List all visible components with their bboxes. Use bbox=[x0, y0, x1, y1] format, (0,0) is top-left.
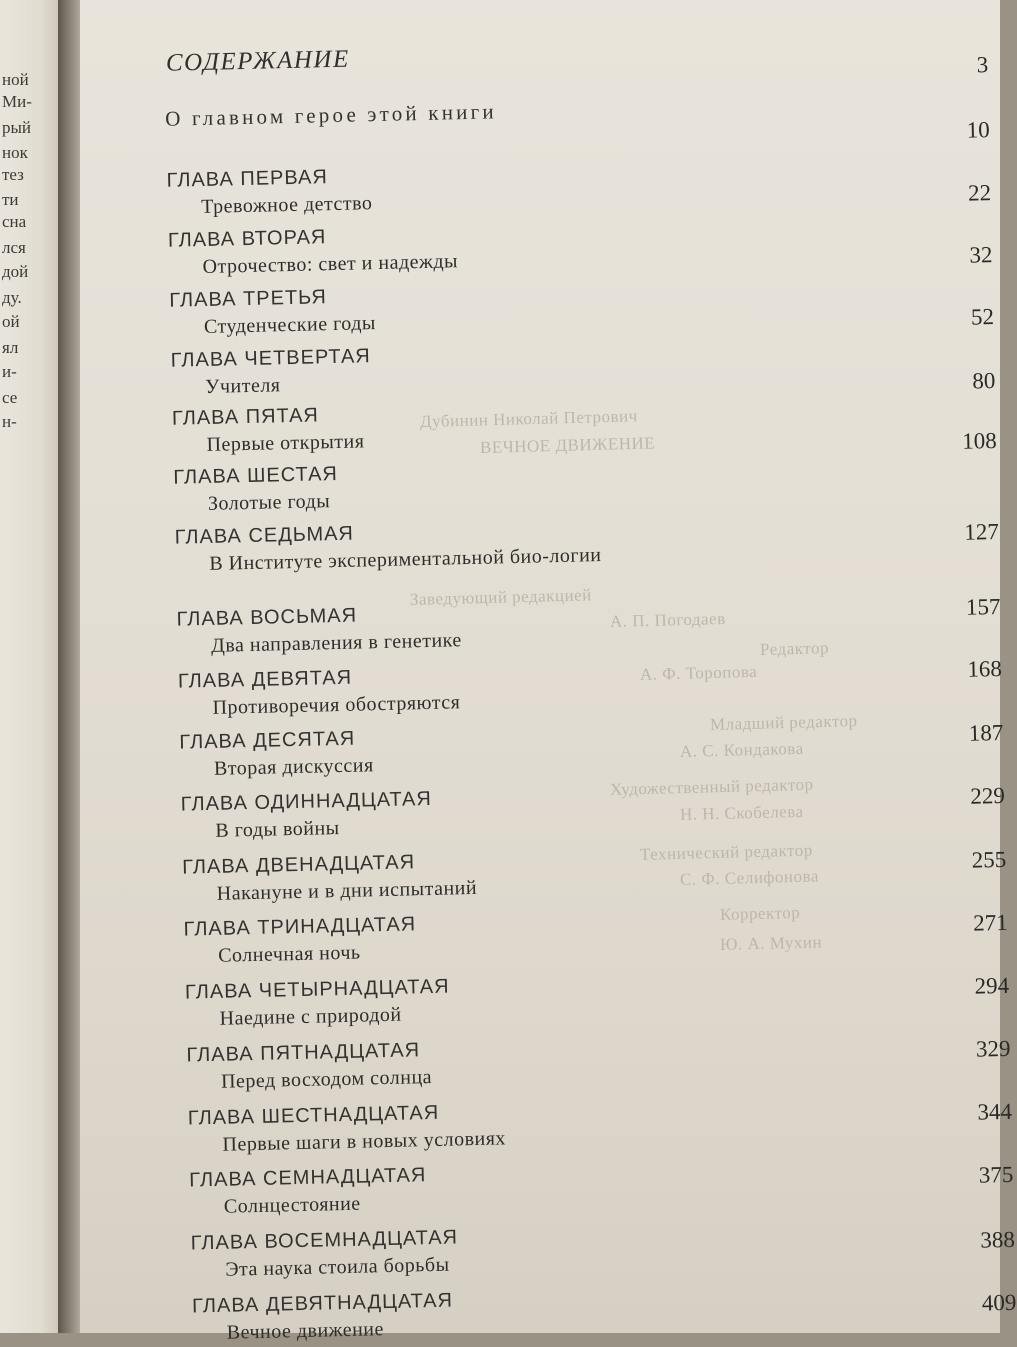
left-page-text-fragment: рый bbox=[2, 118, 32, 137]
left-page-text-fragment: лся bbox=[2, 238, 26, 257]
page-number: 344 bbox=[977, 1098, 1013, 1125]
page-number: 388 bbox=[980, 1226, 1016, 1253]
show-through-line: А. П. Погодаев bbox=[609, 608, 726, 631]
left-page-text-fragment: и- bbox=[2, 362, 17, 381]
chapter-title: Студенческие годы bbox=[203, 312, 377, 338]
chapter-title: Первые шаги в новых условиях bbox=[222, 1127, 507, 1156]
contents-page bbox=[80, 0, 1017, 1344]
chapter-heading: ГЛАВА ОДИННАДЦАТАЯ bbox=[180, 787, 433, 816]
show-through-line: Технический редактор bbox=[639, 840, 813, 864]
chapter-title: Отрочество: свет и надежды bbox=[202, 250, 459, 278]
chapter-heading: ГЛАВА ВТОРАЯ bbox=[167, 226, 327, 252]
chapter-heading: ГЛАВА ЧЕТЫРНАДЦАТАЯ bbox=[184, 975, 450, 1004]
left-page-text-fragment: Ми- bbox=[2, 92, 32, 111]
page-number: 294 bbox=[974, 972, 1010, 999]
show-through-line: Корректор bbox=[719, 902, 801, 924]
chapter-heading: ГЛАВА ДЕСЯТАЯ bbox=[179, 727, 356, 754]
left-page-text-fragment: ти bbox=[2, 190, 19, 209]
show-through-line: ВЕЧНОЕ ДВИЖЕНИЕ bbox=[479, 433, 656, 457]
page-number: 255 bbox=[971, 847, 1007, 873]
chapter-heading: ГЛАВА ДЕВЯТАЯ bbox=[177, 666, 353, 693]
left-page-text-fragment: ой bbox=[2, 312, 20, 331]
left-page-text-fragment: ной bbox=[2, 70, 29, 89]
page-number: 375 bbox=[978, 1161, 1014, 1188]
page-number: 157 bbox=[965, 594, 1001, 620]
page-number: 22 bbox=[967, 180, 992, 206]
show-through-line: Дубинин Николай Петрович bbox=[419, 406, 638, 431]
chapter-heading: ГЛАВА ПЯТНАДЦАТАЯ bbox=[186, 1039, 421, 1067]
left-page-text-fragment: тез bbox=[2, 165, 24, 184]
chapter-title: Тревожное детство bbox=[200, 192, 373, 218]
page-number: 108 bbox=[961, 428, 997, 454]
page-number: 229 bbox=[969, 783, 1006, 809]
chapter-title: Перед восходом солнца bbox=[220, 1065, 433, 1093]
page-number: 80 bbox=[972, 368, 996, 394]
chapter-title: Солнцестояние bbox=[223, 1192, 361, 1218]
page-number: 187 bbox=[968, 720, 1004, 746]
chapter-heading: ГЛАВА ТРЕТЬЯ bbox=[169, 286, 328, 312]
page-number: 329 bbox=[975, 1035, 1011, 1062]
page-number: 271 bbox=[972, 910, 1008, 936]
chapter-title: В годы войны bbox=[215, 817, 340, 842]
chapter-title: Вторая дискуссия bbox=[213, 754, 374, 780]
chapter-title: Золотые годы bbox=[207, 490, 331, 515]
show-through-line: А. Ф. Торопова bbox=[639, 661, 758, 684]
show-through-line: А. С. Кондакова bbox=[679, 738, 804, 761]
chapter-title: Накануне и в дни испытаний bbox=[216, 876, 478, 905]
foreword-title: О главном герое этой книги bbox=[164, 99, 498, 131]
left-page-edge bbox=[0, 0, 58, 1333]
show-through-line: Ю. А. Мухин bbox=[719, 932, 823, 954]
chapter-title: Вечное движение bbox=[226, 1318, 385, 1344]
chapter-title: Противоречия обостряются bbox=[212, 691, 461, 719]
page-number: 127 bbox=[964, 519, 1000, 545]
chapter-heading: ГЛАВА ШЕСТАЯ bbox=[173, 462, 339, 489]
page-number: 32 bbox=[969, 242, 993, 268]
page-number: 3 bbox=[976, 52, 989, 78]
left-page-text-fragment: н- bbox=[2, 412, 17, 431]
chapter-heading: ГЛАВА ШЕСТНАДЦАТАЯ bbox=[187, 1101, 440, 1130]
show-through-line: С. Ф. Селифонова bbox=[679, 866, 820, 889]
chapter-heading: ГЛАВА ДВЕНАДЦАТАЯ bbox=[181, 851, 416, 879]
chapter-title: Учителя bbox=[205, 374, 281, 398]
page-number: 168 bbox=[967, 656, 1003, 682]
show-through-line: Заведующий редакцией bbox=[409, 585, 592, 609]
chapter-title: Наедине с природой bbox=[219, 1003, 402, 1030]
show-through-line: Художественный редактор bbox=[609, 774, 814, 799]
left-page-text-fragment: ду. bbox=[2, 288, 22, 307]
page-number: 409 bbox=[981, 1289, 1017, 1316]
chapter-heading: ГЛАВА ВОСЕМНАДЦАТАЯ bbox=[190, 1226, 459, 1255]
page-number: 10 bbox=[966, 117, 990, 143]
chapter-heading: ГЛАВА ЧЕТВЕРТАЯ bbox=[170, 345, 371, 372]
chapter-heading: ГЛАВА ВОСЬМАЯ bbox=[176, 604, 358, 631]
left-page-text-fragment: ял bbox=[2, 338, 19, 357]
left-page-text-fragment: се bbox=[2, 388, 18, 407]
chapter-heading: ГЛАВА ПЕРВАЯ bbox=[166, 166, 329, 192]
chapter-title: В Институте экспериментальной био-логии bbox=[209, 544, 602, 575]
chapter-heading: ГЛАВА ДЕВЯТНАДЦАТАЯ bbox=[191, 1289, 454, 1318]
chapter-heading: ГЛАВА СЕМНАДЦАТАЯ bbox=[189, 1164, 427, 1192]
chapter-heading: ГЛАВА ТРИНАДЦАТАЯ bbox=[183, 913, 417, 941]
show-through-line: Младший редактор bbox=[709, 711, 858, 734]
chapter-title: Солнечная ночь bbox=[217, 941, 361, 967]
chapter-heading: ГЛАВА ПЯТАЯ bbox=[171, 404, 320, 430]
show-through-line: Редактор bbox=[759, 638, 830, 659]
chapter-title: Эта наука стоила борьбы bbox=[225, 1253, 450, 1281]
contents-title: СОДЕРЖАНИЕ bbox=[165, 45, 351, 77]
chapter-title: Первые открытия bbox=[206, 430, 365, 456]
chapter-heading: ГЛАВА СЕДЬМАЯ bbox=[174, 522, 355, 549]
show-through-line: Н. Н. Скобелева bbox=[679, 801, 804, 824]
page-number: 52 bbox=[970, 304, 995, 330]
left-page-text-fragment: дой bbox=[2, 262, 29, 281]
chapter-title: Два направления в генетике bbox=[210, 629, 462, 657]
left-page-text-fragment: нок bbox=[2, 143, 28, 162]
left-page-text-fragment: сна bbox=[2, 212, 27, 231]
